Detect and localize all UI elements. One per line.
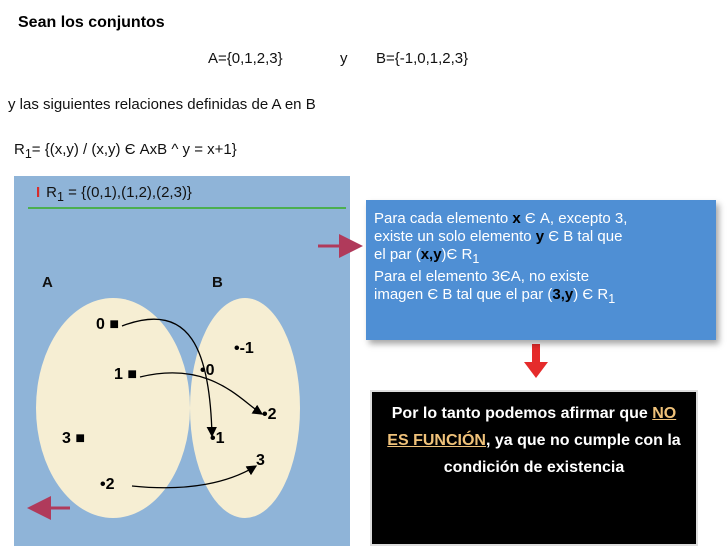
a-element-0: 0 ■ (96, 316, 120, 333)
r1-pairs: I $R_1 = \{(0,1),(1,2),(2,3)\}$ (36, 184, 192, 204)
b-element-0: •0 (200, 362, 215, 379)
conclusion-box: Por lo tanto podemos afirmar que NO ES FUNCIÓN, ya que no cumple con la condición de existencia (370, 390, 698, 546)
set-conjunction: y (340, 50, 348, 67)
b-element-3: 3 (256, 452, 265, 469)
not-function-emphasis: NO ES FUNCIÓN (387, 405, 677, 449)
set-a: A={0,1,2,3} (208, 50, 283, 67)
a-element-1: 1 ■ (114, 366, 138, 383)
relations-intro: y las siguientes relaciones definidas de A en B (8, 96, 316, 113)
explanation-box (366, 200, 716, 340)
arrow-1-to-2 (140, 373, 262, 414)
info-line-5: imagen Є B tal que el par (3,y) Є $R_1$ (374, 286, 616, 306)
b-element-2: •2 (262, 406, 277, 423)
set-b: B={-1,0,1,2,3} (376, 50, 469, 67)
b-element-1: •1 (210, 430, 225, 447)
info-line-3: el par (x,y)Є $R_1$ (374, 246, 480, 266)
r1-definition: $R_1= \{(x,y) / (x,y)$ Є AxB ^ y = x+1} (14, 141, 237, 161)
arrow-0-to-1 (122, 319, 212, 436)
arrow-2-to-3 (132, 466, 256, 488)
info-line-2: existe un solo elemento y Є B tal que (374, 228, 623, 245)
a-element-2: •2 (100, 476, 115, 493)
set-b-label: B (212, 274, 223, 291)
set-a-label: A (42, 274, 53, 291)
bullet-icon: I (36, 184, 41, 201)
info-line-4: Para el elemento 3ЄA, no existe (374, 268, 590, 285)
info-line-1: Para cada elemento x Є A, excepto 3, (374, 210, 628, 227)
b-element-minus1: •-1 (234, 340, 254, 357)
arrow-down (524, 344, 548, 378)
a-element-3: 3 ■ (62, 430, 86, 447)
page-title: Sean los conjuntos (18, 14, 165, 31)
